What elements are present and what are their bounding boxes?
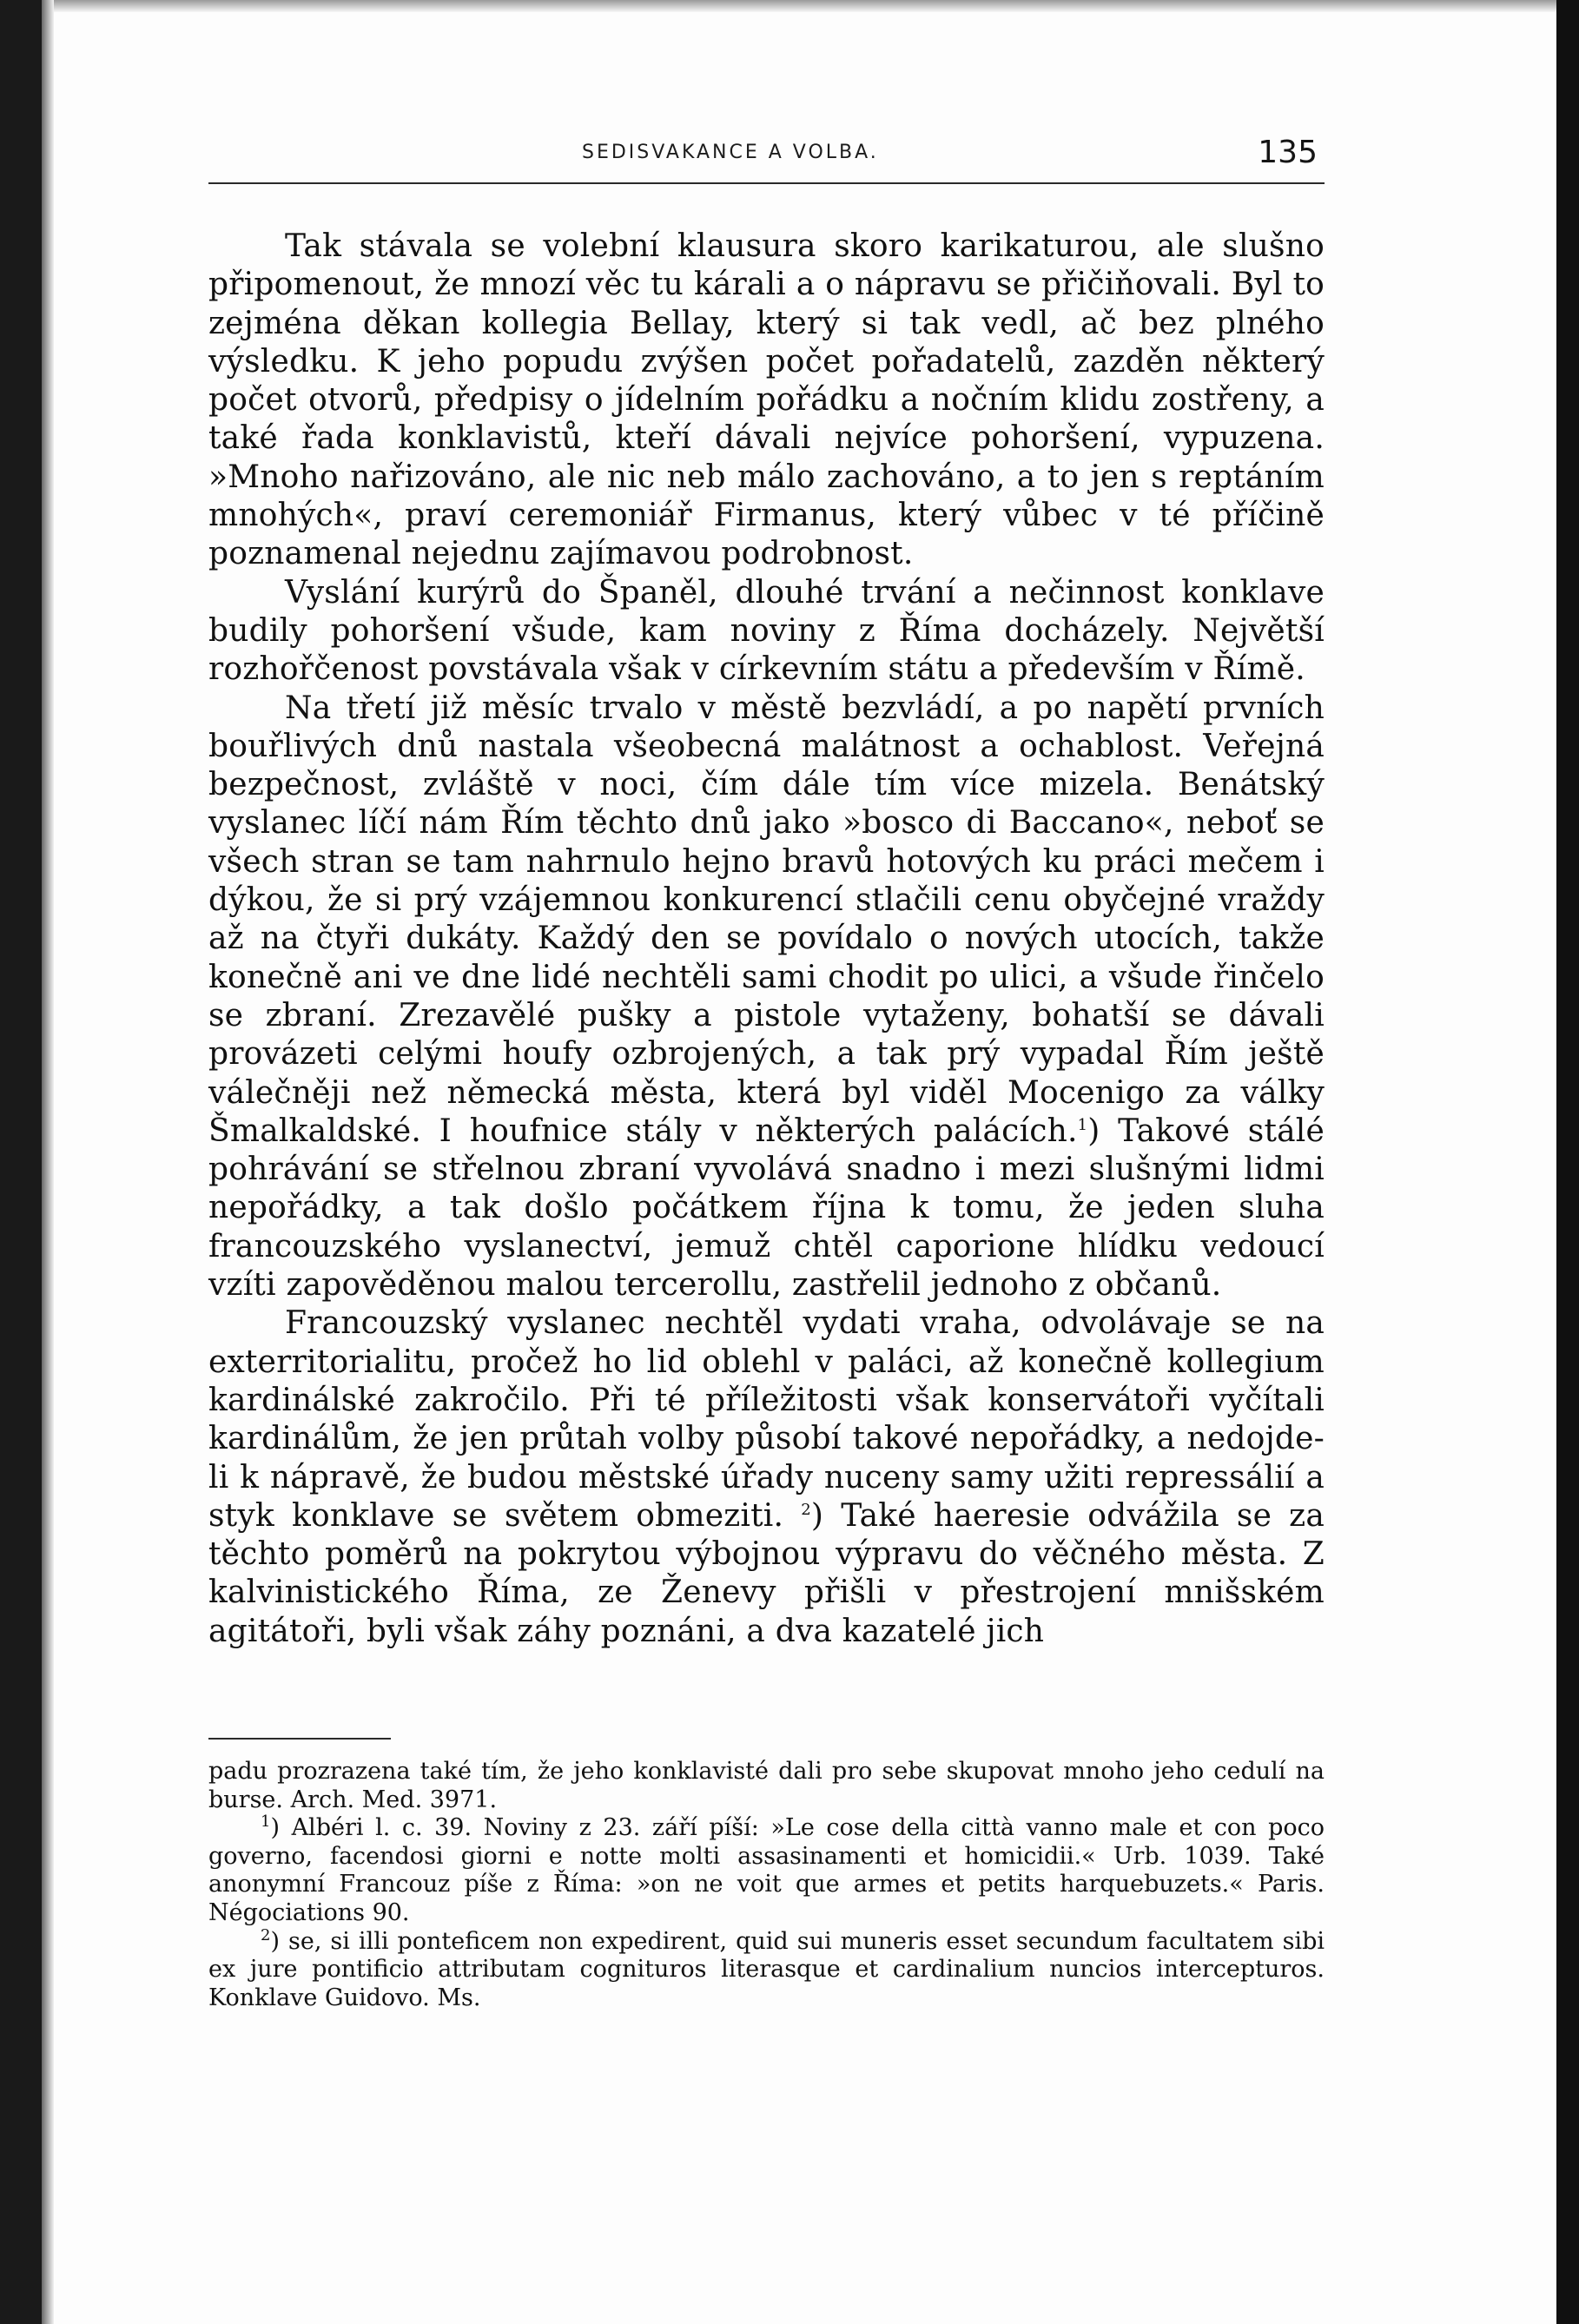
footnote-1-text: Albéri l. c. 39. Noviny z 23. září píší: »Le cose della città vanno male et con poco governo, facendosi giorni e notte molti assasinamenti et homicidii.« Urb. 1039. Také anonymní Francouz píše z Říma: »on ne voit que armes et petits harquebuzets.« Paris. Négociations 90. bbox=[208, 1814, 1325, 1926]
body-text bbox=[208, 228, 1325, 1651]
paragraph-2: Vyslání kurýrů do Španěl, dlouhé trvání a nečinnost konklave budily pohoršení všude, kam noviny z Říma docházely. Největší rozhořčenost povstávala však v církevním státu a především v Římě. bbox=[208, 574, 1325, 688]
footnotes bbox=[208, 1758, 1325, 2012]
scan-shadow-top bbox=[0, 0, 1579, 12]
paragraph-1: Tak stávala se volební klausura skoro karikaturou, ale slušno připomenout, že mnozí věc tu kárali a o nápravu se přičiňovali. Byl to zejména děkan kollegia Bellay, který si tak vedl, ač bez plného výsledku. K jeho popudu zvýšen počet pořadatelů, zazděn některý počet otvorů, předpisy o jídelním pořádku a nočním klidu zostřeny, a také řada konklavistů, kteří dávali nejvíce pohoršení, vypuzena. »Mnoho nařizováno, ale nic neb málo zachováno, a to jen s reptáním mnohých«, praví ceremoniář Firmanus, který vůbec v té příčině poznamenal nejednu zajímavou podrobnost. bbox=[208, 228, 1325, 572]
footnote-1-mark: 1 bbox=[261, 1812, 271, 1832]
running-title: SEDISVAKANCE A VOLBA. bbox=[582, 142, 879, 163]
paragraph-4: Francouzský vyslanec nechtěl vydati vraha, odvolávaje se na exterritorialitu, pročež ho lid oblehl v paláci, až konečně kollegium kardinálské zakročilo. Při té příležitosti však konservátoři vyčítali kardinálům, že jen průtah volby působí takové nepořádky, a nedojde-li k nápravě, že budou městské úřady nuceny samy užiti repressálií a styk konklave se světem obmeziti. $^2$) Také haeresie odvážila se za těchto poměrů na pokrytou výbojnou výpravu do věčného města. Z kalvinistického Říma, ze Ženevy přišli v přestrojení mnišském agitátoři, byli však záhy poznáni, a dva kazatelé jich bbox=[208, 1305, 1325, 1649]
scan-border-left bbox=[0, 0, 42, 2324]
paragraph-3-text: Na třetí již měsíc trvalo v městě bezvládí, a po napětí prvních bouřlivých dnů nastala všeobecná malátnost a ochablost. Veřejná bezpečnost, zvláště v noci, čím dále tím více mizela. Benátský vyslanec líčí nám Řím těchto dnů jako »bosco di Baccano«, neboť se všech stran se tam nahrnulo hejno bravů hotových ku práci mečem i dýkou, že si prý vzájemnou konkurencí stlačili cenu obyčejné vraždy až na čtyři dukáty. Každý den se povídalo o nových utocích, takže konečně ani ve dne lidé nechtěli sami chodit po ulici, a všude řinčelo se zbraní. Zrezavělé pušky a pistole vytaženy, bohatší se dávali provázeti celými houfy ozbrojených, a tak prý vypadal Řím ještě válečněji než německá města, která byl viděl Mocenigo za války Šmalkaldské. I houfnice stály v některých palácích. bbox=[208, 690, 1325, 1149]
footnote-continued: padu prozrazena také tím, že jeho konklavisté dali pro sebe skupovat mnoho jeho cedulí na burse. Arch. Med. 3971. bbox=[208, 1758, 1325, 1813]
footnote-2: $^2$) se, si illi ponteficem non expedirent, quid sui muneris esset secundum facultatem sibi ex jure pontificio attributam cognituros literasque et cardinalium nuncios intercepturos. Konklave Guidovo. Ms. bbox=[208, 1925, 1325, 2011]
footnote-rule bbox=[208, 1738, 391, 1740]
footnote-2-mark: 2 bbox=[261, 1925, 271, 1944]
header-rule bbox=[208, 182, 1325, 184]
footnote-2-text: se, si illi ponteficem non expedirent, quid sui muneris esset secundum facultatem sibi ex jure pontificio attributam cognituros literasque et cardinalium nuncios intercepturos. Konklave Guidovo. Ms. bbox=[208, 1927, 1325, 2011]
footnote-ref-1: 1 bbox=[1077, 1115, 1088, 1134]
paragraph-3-tail: Takové stálé pohrávání se střelnou zbraní vyvolává snadno i mezi slušnými lidmi nepořádky, a tak došlo počátkem října k tomu, že jeden sluha francouzského vyslanectví, jemuž chtěl caporione hlídku vedoucí vzíti zapověděnou malou tercerollu, zastřelil jednoho z občanů. bbox=[208, 1112, 1325, 1304]
page-number: 135 bbox=[1258, 135, 1318, 170]
paragraph-4-text: Francouzský vyslanec nechtěl vydati vraha, odvolávaje se na exterritorialitu, pročež ho lid oblehl v paláci, až konečně kollegium kardinálské zakročilo. Při té příležitosti však konservátoři vyčítali kardinálům, že jen průtah volby působí takové nepořádky, a nedojde-li k nápravě, že budou městské úřady nuceny samy užiti repressálií a styk konklave se světem obmeziti. bbox=[208, 1305, 1325, 1534]
scan-shadow-left bbox=[42, 0, 54, 2324]
running-header bbox=[208, 135, 1325, 180]
paragraph-4-tail: Také haeresie odvážila se za těchto poměrů na pokrytou výbojnou výpravu do věčného města. Z kalvinistického Říma, ze Ženevy přišli v přestrojení mnišském agitátoři, byli však záhy poznáni, a dva kazatelé jich bbox=[208, 1497, 1325, 1649]
paragraph-3: Na třetí již měsíc trvalo v městě bezvládí, a po napětí prvních bouřlivých dnů nastala všeobecná malátnost a ochablost. Veřejná bezpečnost, zvláště v noci, čím dále tím více mizela. Benátský vyslanec líčí nám Řím těchto dnů jako »bosco di Baccano«, neboť se všech stran se tam nahrnulo hejno bravů hotových ku práci mečem i dýkou, že si prý vzájemnou konkurencí stlačili cenu obyčejné vraždy až na čtyři dukáty. Každý den se povídalo o nových utocích, takže konečně ani ve dne lidé nechtěli sami chodit po ulici, a všude řinčelo se zbraní. Zrezavělé pušky a pistole vytaženy, bohatší se dávali provázeti celými houfy ozbrojených, a tak prý vypadal Řím ještě válečněji než německá města, která byl viděl Mocenigo za války Šmalkaldské. I houfnice stály v některých palácích.$^1$) Takové stálé pohrávání se střelnou zbraní vyvolává snadno i mezi slušnými lidmi nepořádky, a tak došlo počátkem října k tomu, že jeden sluha francouzského vyslanectví, jemuž chtěl caporione hlídku vedoucí vzíti zapověděnou malou tercerollu, zastřelil jednoho z občanů. bbox=[208, 690, 1325, 1304]
footnote-1: $^1$) Albéri l. c. 39. Noviny z 23. září píší: »Le cose della città vanno male et con poco governo, facendosi giorni e notte molti assasinamenti et homicidii.« Urb. 1039. Také anonymní Francouz píše z Říma: »on ne voit que armes et petits harquebuzets.« Paris. Négociations 90. bbox=[208, 1812, 1325, 1926]
scan-border-right bbox=[1556, 0, 1579, 2324]
footnote-ref-2: 2 bbox=[801, 1500, 811, 1519]
